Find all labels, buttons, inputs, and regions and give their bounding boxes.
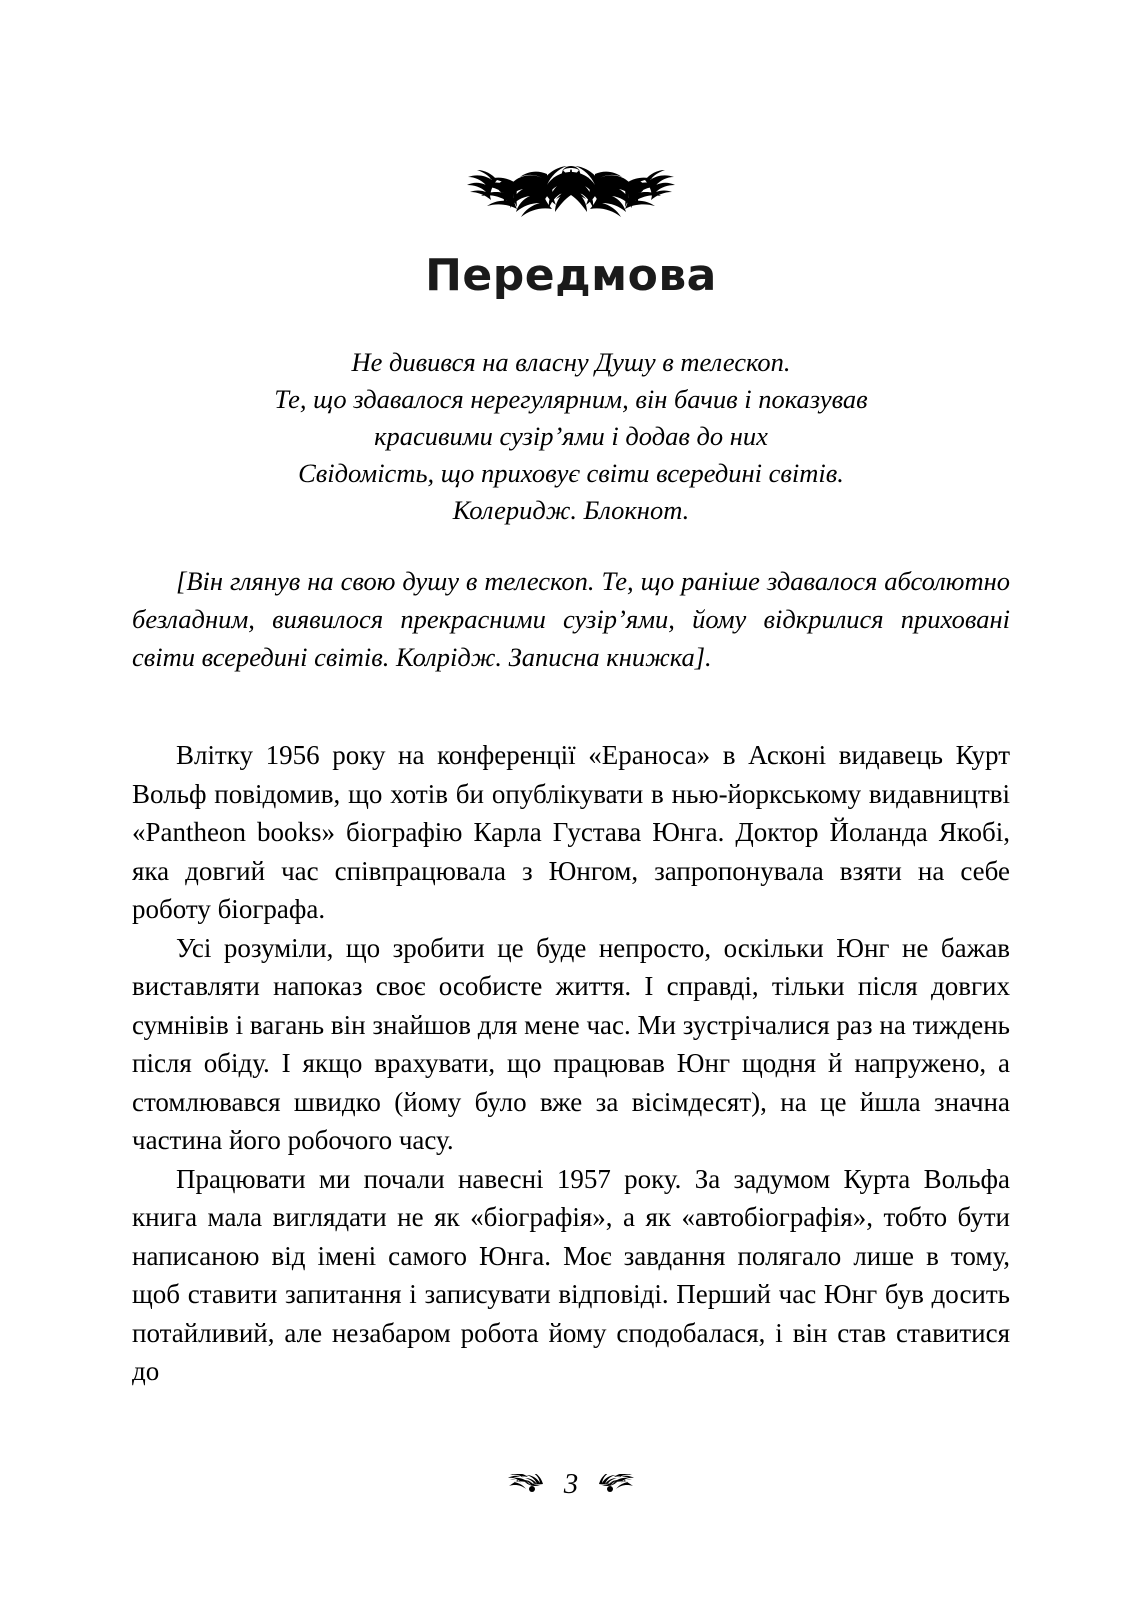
- epigraph-line: Те, що здавалося нерегулярним, він бачив і показував: [274, 384, 868, 414]
- translation-note: [Він глянув на свою душу в телескоп. Те, що раніше здавалося абсолютно безладним, виявилося прекрасними сузір’ями, йому відкрилися приховані світи всередині світів. Колрідж. Записна книжка].: [132, 566, 1010, 672]
- header-ornament: [0, 160, 1142, 218]
- leaf-flourish-left-icon: [508, 1474, 546, 1496]
- body-text: [132, 736, 1010, 1391]
- epigraph-line: Свідомість, що приховує світи всередині світів.: [298, 458, 844, 488]
- page-title: Передмова: [425, 250, 717, 301]
- floral-flourish-ornament: [451, 160, 691, 218]
- epigraph-attribution: Колеридж. Блокнот.: [452, 495, 690, 525]
- page-number: 3: [563, 1468, 579, 1500]
- epigraph-line: Не дивився на власну Душу в телескоп.: [351, 347, 791, 377]
- epigraph-block: [132, 344, 1010, 529]
- body-paragraph: Влітку 1956 року на конференції «Ераноса» в Асконі видавець Курт Вольф повідомив, що хотів би опублікувати в нью-йоркському видавництві «Pantheon books» біографію Карла Густава Юнга. Доктор Йоланда Якобі, яка довгий час співпрацювала з Юнгом, запропонувала взяти на себе роботу біографа.: [132, 740, 1010, 924]
- epigraph-line: красивими сузір’ями і додав до них: [374, 421, 768, 451]
- page-footer: [0, 1470, 1142, 1499]
- leaf-flourish-right-icon: [596, 1474, 634, 1496]
- body-paragraph: Усі розуміли, що зробити це буде непросто, оскільки Юнг не бажав виставляти напоказ своє особисте життя. І справді, тільки після довгих сумнівів і вагань він знайшов для мене час. Ми зустрічалися раз на тиждень після обіду. І якщо врахувати, що працював Юнг щодня й напружено, а стомлювався швидко (йому було вже за вісімдесят), на це йшла значна частина його робочого часу.: [132, 932, 1010, 1155]
- body-paragraph: Працювати ми почали навесні 1957 року. За задумом Курта Вольфа книга мала виглядати не як «біографія», а як «автобіографія», тобто бути написаною від імені самого Юнга. Моє завдання полягало лише в тому, щоб ставити запитання і записувати відповіді. Перший час Юнг був досить потайливий, але незабаром робота йому сподобалася, і він став ставитися до: [132, 1163, 1010, 1386]
